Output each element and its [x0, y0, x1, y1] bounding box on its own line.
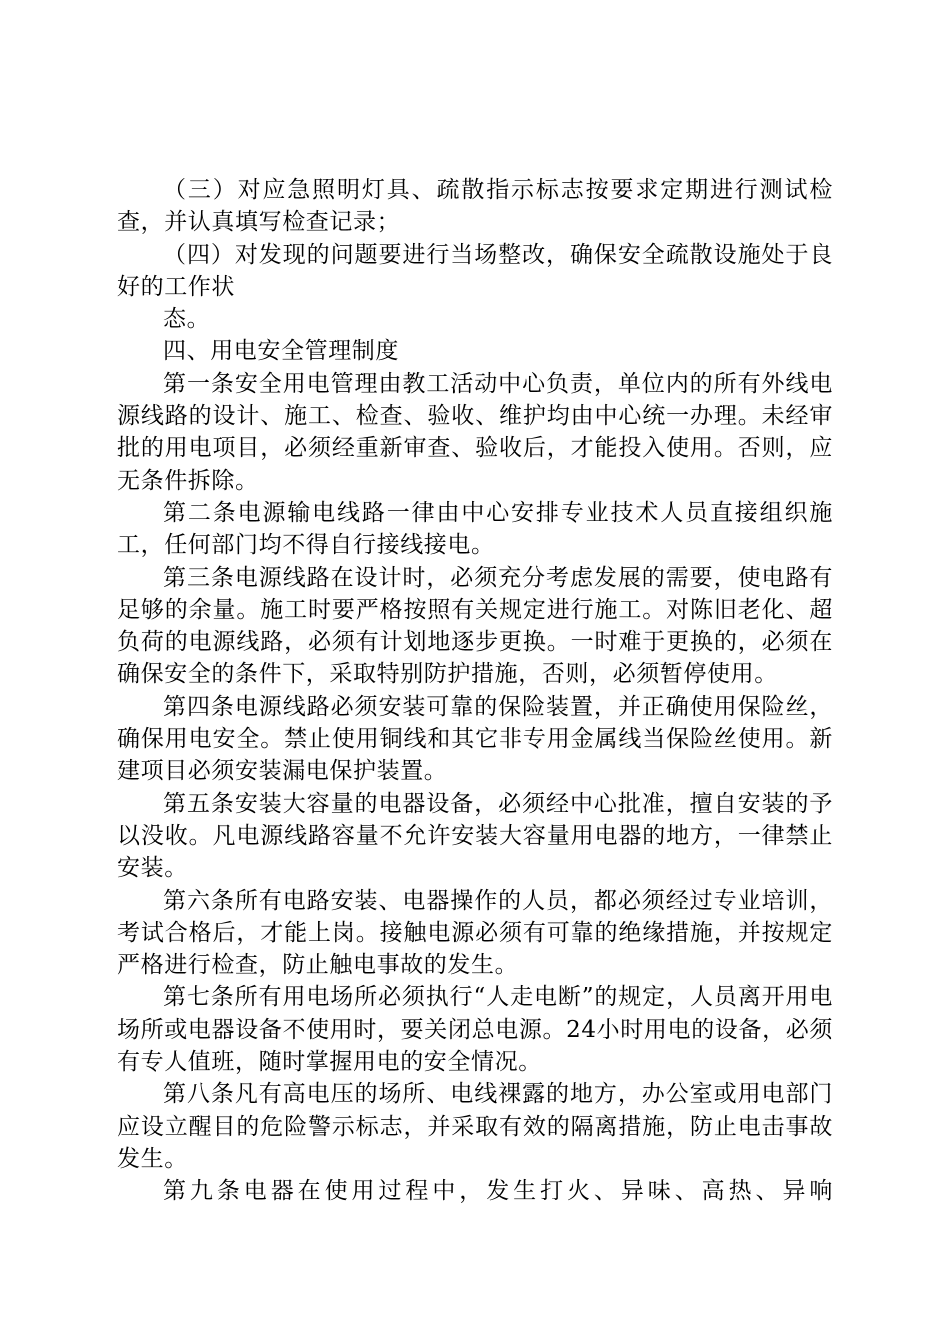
section-heading-electrical-safety: 四、用电安全管理制度 [163, 338, 399, 365]
article-6: 第六条所有电路安装、电器操作的人员，都必须经过专业培训，考试合格后，才能上岗。接触电源必须有可靠的绝缘措施，并按规定严格进行检查，防止触电事故的发生。 [117, 887, 833, 979]
article-1: 第一条安全用电管理由教工活动中心负责，单位内的所有外线电源线路的设计、施工、检查、验收、维护均由中心统一办理。未经审批的用电项目，必须经重新审查、验收后，才能投入使用。否则，应无条件拆除。 [117, 370, 833, 494]
paragraph-emergency-lighting-check: （三）对应急照明灯具、疏散指示标志按要求定期进行测试检查，并认真填写检查记录； [117, 177, 833, 236]
article-3: 第三条电源线路在设计时，必须充分考虑发展的需要，使电路有足够的余量。施工时要严格按照有关规定进行施工。对陈旧老化、超负荷的电源线路，必须有计划地逐步更换。一时难于更换的，必须在确保安全的条件下，采取特别防护措施，否则，必须暂停使用。 [117, 564, 833, 688]
paragraph-rectify-issues: （四）对发现的问题要进行当场整改，确保安全疏散设施处于良好的工作状 [117, 241, 833, 300]
paragraph-rectify-issues-continued: 态。 [163, 306, 211, 333]
article-7: 第七条所有用电场所必须执行“人走电断”的规定，人员离开用电场所或电器设备不使用时，要关闭总电源。24小时用电的设备，必须有专人值班，随时掌握用电的安全情况。 [117, 984, 833, 1076]
article-5: 第五条安装大容量的电器设备，必须经中心批准，擅自安装的予以没收。凡电源线路容量不允许安装大容量用电器的地方，一律禁止安装。 [117, 790, 833, 882]
article-8: 第八条凡有高电压的场所、电线裸露的地方，办公室或用电部门应设立醒目的危险警示标志，并采取有效的隔离措施，防止电击事故发生。 [117, 1081, 833, 1172]
document-body [117, 174, 833, 1208]
article-4: 第四条电源线路必须安装可靠的保险装置，并正确使用保险丝，确保用电安全。禁止使用铜线和其它非专用金属线当保险丝使用。新建项目必须安装漏电保护装置。 [117, 693, 833, 785]
article-9: 第九条电器在使用过程中，发生打火、异味、高热、异响 [163, 1178, 833, 1205]
article-2: 第二条电源输电线路一律由中心安排专业技术人员直接组织施工，任何部门均不得自行接线接电。 [117, 499, 833, 559]
